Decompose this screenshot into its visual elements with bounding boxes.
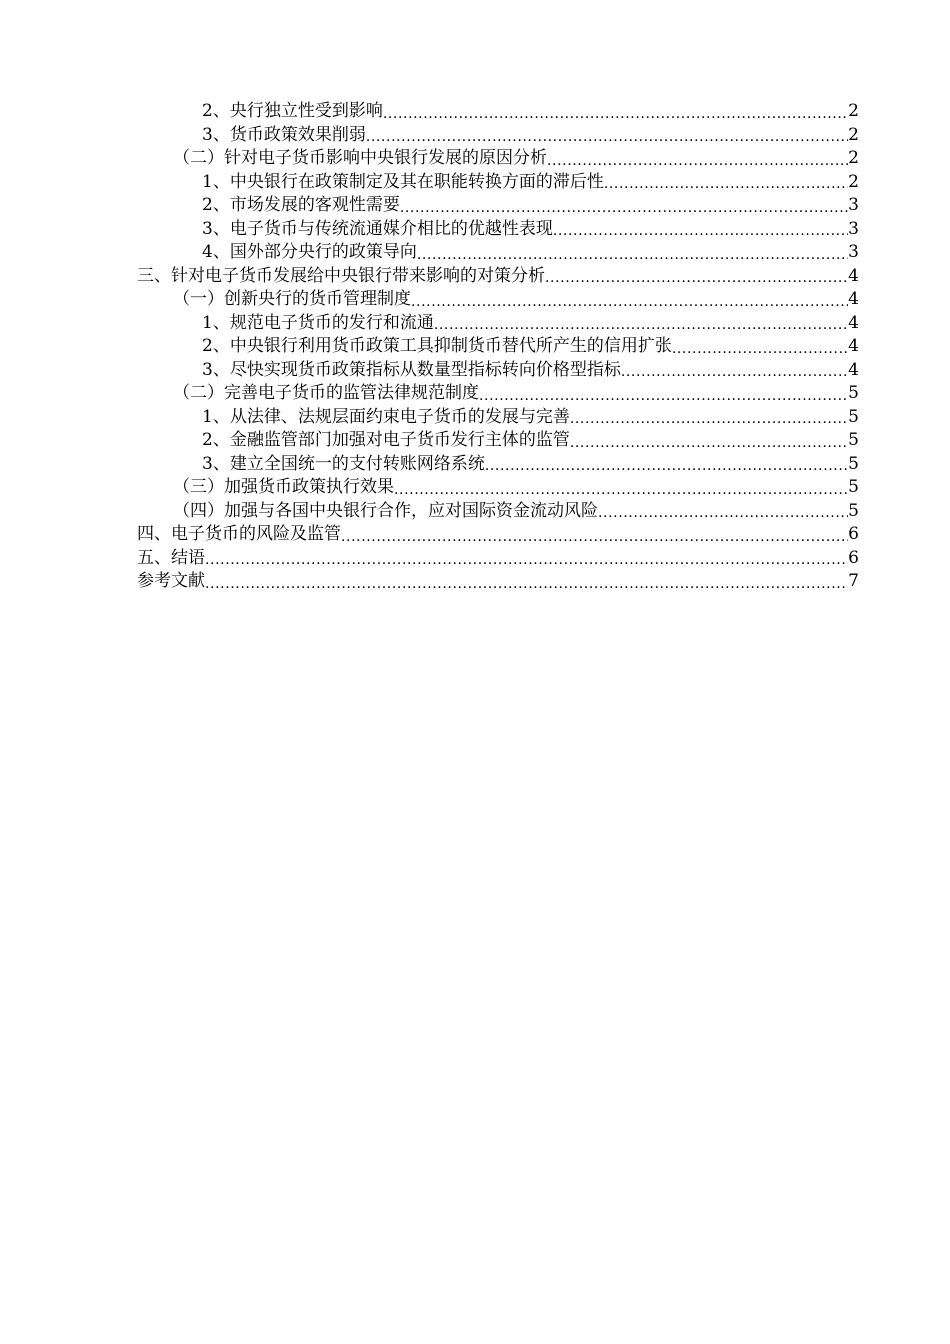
toc-entry-title: 1、从法律、法规层面约束电子货币的发展与完善 (202, 406, 570, 427)
toc-entry-title: 2、中央银行利用货币政策工具抑制货币替代所产生的信用扩张 (202, 336, 672, 356)
toc-dot-leader (621, 359, 848, 383)
toc-entry[interactable] (137, 429, 859, 453)
toc-dot-leader (205, 547, 848, 571)
toc-dot-leader (553, 218, 848, 242)
toc-entry[interactable] (137, 500, 859, 524)
toc-dot-leader (570, 429, 848, 453)
toc-entry-title: 三、针对电子货币发展给中央银行带来影响的对策分析 (137, 265, 545, 286)
toc-entry-title: 1、规范电子货币的发行和流通 (202, 312, 434, 333)
toc-entry-page: 2 (848, 171, 859, 192)
toc-entry-page: 3 (848, 195, 859, 215)
toc-entry-page: 5 (848, 430, 859, 450)
toc-entry-page: 6 (848, 524, 859, 544)
toc-entry-title: 3、货币政策效果削弱 (202, 124, 366, 145)
toc-entry-page: 4 (848, 289, 859, 309)
toc-dot-leader (434, 312, 848, 336)
toc-entry-page: 3 (848, 218, 859, 239)
toc-entry[interactable] (137, 288, 859, 312)
toc-entry[interactable] (137, 382, 859, 406)
toc-entry-page: 2 (848, 124, 859, 145)
toc-entry[interactable] (137, 241, 859, 265)
toc-entry-title: 4、国外部分央行的政策导向 (202, 242, 417, 262)
toc-entry-page: 5 (848, 406, 859, 427)
toc-entry[interactable] (137, 124, 859, 148)
toc-dot-leader (366, 124, 848, 148)
toc-entry-page: 2 (848, 148, 859, 168)
toc-entry-title: 2、金融监管部门加强对电子货币发行主体的监管 (202, 430, 570, 450)
toc-entry-page: 5 (848, 477, 859, 497)
toc-dot-leader (400, 194, 848, 218)
toc-entry[interactable] (137, 453, 859, 477)
toc-entry[interactable] (137, 523, 859, 547)
toc-entry[interactable] (137, 406, 859, 430)
toc-dot-leader (383, 100, 848, 124)
toc-entry-title: 3、建立全国统一的支付转账网络系统 (202, 453, 485, 474)
toc-dot-leader (545, 265, 848, 289)
toc-entry-title: 3、尽快实现货币政策指标从数量型指标转向价格型指标 (202, 359, 621, 380)
toc-dot-leader (547, 147, 848, 171)
toc-entry-page: 6 (848, 547, 859, 568)
toc-entry[interactable] (137, 570, 859, 594)
toc-dot-leader (485, 453, 848, 477)
toc-entry-title: 五、结语 (137, 547, 205, 568)
toc-entry-page: 5 (848, 383, 859, 403)
toc-entry-title: （三）加强货币政策执行效果 (173, 477, 394, 497)
toc-entry-page: 5 (848, 453, 859, 474)
toc-entry-page: 4 (848, 359, 859, 380)
toc-dot-leader (341, 523, 848, 547)
toc-entry-page: 4 (848, 336, 859, 356)
toc-entry[interactable] (137, 171, 859, 195)
toc-entry[interactable] (137, 359, 859, 383)
toc-dot-leader (394, 476, 848, 500)
toc-entry-title: 2、央行独立性受到影响 (202, 101, 383, 121)
toc-entry[interactable] (137, 476, 859, 500)
toc-entry-title: 四、电子货币的风险及监管 (137, 524, 341, 544)
toc-entry-page: 4 (848, 312, 859, 333)
toc-entry[interactable] (137, 194, 859, 218)
toc-dot-leader (205, 570, 848, 594)
toc-entry[interactable] (137, 335, 859, 359)
toc-entry[interactable] (137, 265, 859, 289)
toc-dot-leader (604, 171, 848, 195)
toc-entry-title: 2、市场发展的客观性需要 (202, 195, 400, 215)
toc-entry[interactable] (137, 218, 859, 242)
toc-entry-page: 2 (848, 101, 859, 121)
toc-entry-title: 参考文献 (137, 571, 205, 591)
toc-entry-title: （二）完善电子货币的监管法律规范制度 (173, 383, 479, 403)
table-of-contents (137, 100, 859, 594)
toc-dot-leader (598, 500, 848, 524)
toc-dot-leader (570, 406, 848, 430)
toc-entry-title: （二）针对电子货币影响中央银行发展的原因分析 (173, 148, 547, 168)
toc-dot-leader (417, 241, 848, 265)
toc-entry-title: （一）创新央行的货币管理制度 (173, 289, 411, 309)
toc-dot-leader (672, 335, 848, 359)
toc-entry-page: 3 (848, 242, 859, 262)
toc-entry[interactable] (137, 547, 859, 571)
toc-entry[interactable] (137, 147, 859, 171)
toc-entry-page: 5 (848, 500, 859, 521)
toc-dot-leader (411, 288, 848, 312)
toc-entry[interactable] (137, 312, 859, 336)
toc-entry-title: （四）加强与各国中央银行合作，应对国际资金流动风险 (173, 500, 598, 521)
toc-entry[interactable] (137, 100, 859, 124)
toc-entry-title: 1、中央银行在政策制定及其在职能转换方面的滞后性 (202, 171, 604, 192)
toc-entry-page: 4 (848, 265, 859, 286)
toc-entry-page: 7 (848, 571, 859, 591)
toc-entry-title: 3、电子货币与传统流通媒介相比的优越性表现 (202, 218, 553, 239)
toc-dot-leader (479, 382, 848, 406)
